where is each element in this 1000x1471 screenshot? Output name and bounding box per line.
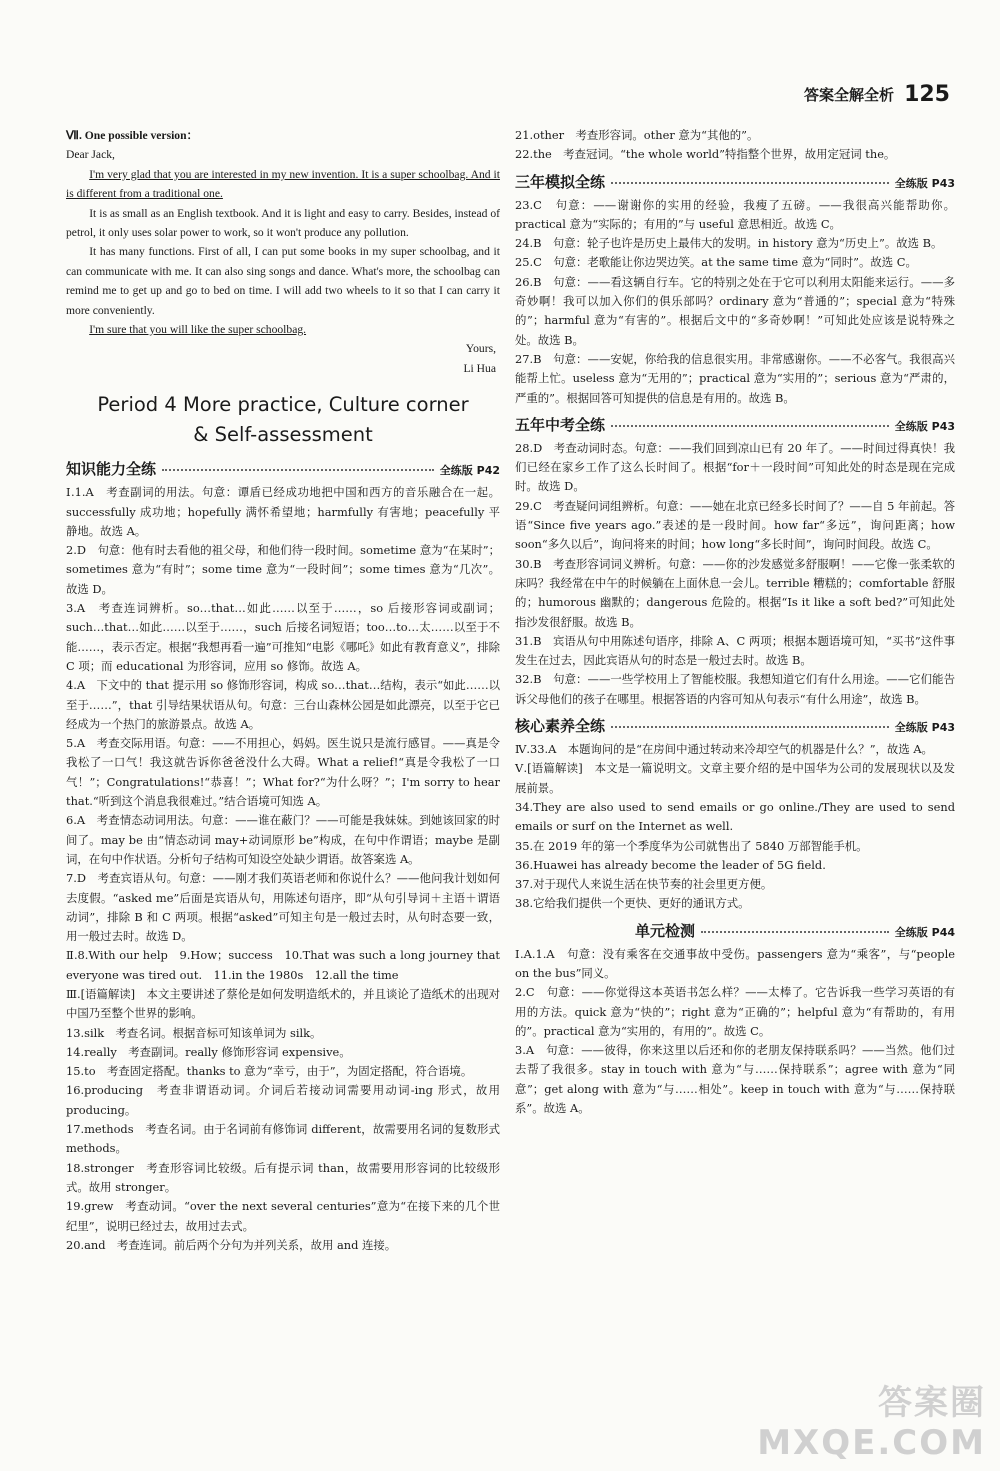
answer-item: Ⅰ.A.1.A 句意：没有乘客在交通事故中受伤。passengers 意为“乘客”，与“people on the bus”同义。	[515, 946, 955, 980]
answer-item: 30.B 考查形容词词义辨析。句意：——你的沙发感觉多舒服啊！——它像一张柔软的床吗？我经常在中午的时候躺在上面休息一会儿。terrible 糟糕的；comfortable 舒服的；humorous 幽默的；dangerous 危险的。根据“Is it like a soft bed?”可知此处指沙发很舒服。故选 B。	[515, 556, 955, 629]
answer-item: 24.B 句意：轮子也许是历史上最伟大的发明。in history 意为“历史上”。故选 B。	[515, 236, 943, 251]
answer-item: 20.and 考查连词。前后两个分句为并列关系，故用 and 连接。	[66, 1237, 397, 1252]
answer-item: 32.B 句意：——一些学校用上了智能校服。我想知道它们有什么用途。——它们能告诉父母他们的孩子在哪里。根据答语的内容可知从句表示“有什么用途”，故选 B。	[515, 672, 955, 706]
answer-item: 31.B 宾语从句中用陈述句语序，排除 A、C 两项；根据本题语境可知，“买书”这件事发生在过去，因此宾语从句的时态是一般过去时。故选 B。	[515, 633, 955, 668]
period-title-line-2: & Self-assessment	[193, 423, 373, 447]
answer-item: 18.stronger 考查形容词比较级。后有提示词 than，故需要用形容词的比较级形式。故用 stronger。	[66, 1160, 500, 1194]
answer-item: 35.在 2019 年的第一个季度华为公司就售出了 5840 万部智能手机。	[515, 838, 868, 853]
answer-item: 27.B 句意：——安妮，你给我的信息很实用。非常感谢你。——不必客气。我很高兴能帮上忙。useless 意为“无用的”；practical 意为“实用的”；serious 意为“严肃的，严重的”。根据回答可知提供的信息是有用的。故选 B。	[515, 351, 955, 405]
letter-paragraph: It is as small as an English textbook. And it is light and easy to carry. Besides, instead of petrol, it only uses solar power to work, so it won't produce any pollution.	[66, 206, 500, 240]
watermark-url: MXQE.COM	[757, 1423, 986, 1463]
answer-item: 22.the 考查冠词。“the whole world”特指整个世界，故用定冠词 the。	[515, 147, 896, 162]
section-header	[515, 414, 955, 435]
answer-item: 7.D 考查宾语从句。句意：——刚才我们英语老师和你说什么？——他问我计划如何去度假。“asked me”后面是宾语从句，用陈述句语序，即“从句引导词＋主语＋谓语动词”，排除 B 和 C 两项。根据“asked”可知主句是一般过去时，从句时态要一致，用一般过去时。故选 D。	[66, 871, 500, 944]
answer-item: 2.C 句意：——你觉得这本英语书怎么样？——太棒了。它告诉我一些学习英语的有用的方法。quick 意为“快的”；right 意为“正确的”；helpful 意为“有帮助的，有用的”。practical 意为“实用的，有用的”。故选 C。	[515, 985, 955, 1038]
section-title: 五年中考全练	[515, 415, 606, 434]
answer-item: 3.A 考查连词辨析。so…that…如此……以至于……，so 后接形容词或副词；such…that…如此……以至于……，such 后接名词短语；too…to…太……以至于不能……，表示否定。根据“我想再看一遍”可推知“电影《哪吒》如此有教育意义”，排除 C 项；而 educational 为形容词，应用 so 修饰。故选 A。	[66, 601, 500, 673]
answer-item: 5.A 考查交际用语。句意：——不用担心，妈妈。医生说只是流行感冒。——真是令我松了一口气！我这就告诉你爸爸没什么大碍。What a relief!“真是令我松了一口气！”；Congratulations!“恭喜！”；What for?“为什么呀？”；I'm sorry to hear that.“听到这个消息我很难过。”结合语境可知选 A。	[66, 736, 500, 809]
section-header	[66, 458, 500, 479]
watermark-text: 答案圈	[878, 1383, 986, 1423]
answer-item: 26.B 句意：——看这辆自行车。它的特别之处在于它可以利用太阳能来运行。——多奇妙啊！我可以加入你们的俱乐部吗？ordinary 意为“普通的”；special 意为“特殊的”；harmful 意为“有害的”。根据后文中的“多奇妙啊！”可知此处应该是说特殊之处。故选 B。	[515, 274, 955, 347]
letter-paragraph: I'm very glad that you are interested in my new invention. It is a super schoolbag. And it is different from a traditional one.	[66, 167, 500, 201]
answer-item: Ⅳ.33.A 本题询问的是“在房间中通过转动来冷却空气的机器是什么？”，故选 A。	[515, 742, 933, 757]
section-leader	[162, 469, 434, 471]
answer-item: 23.C 句意：——谢谢你的实用的经验，我瘦了五磅。——我很高兴能帮助你。practical 意为“实际的；有用的”与 useful 意思相近。故选 C。	[515, 197, 955, 231]
section-title: 单元检测	[635, 921, 696, 940]
right-column	[515, 126, 955, 1118]
answer-item: 29.C 考查疑问词组辨析。句意：——她在北京已经多长时间了？——自 5 年前起。答语“Since five years ago.”表述的是一段时间。how far“多远”，询问距离；how soon“多久以后”，询问将来的时间；how long“多长时间”，询问时间段。故选 C。	[515, 498, 955, 552]
answer-item: 25.C 句意：老歌能让你边哭边笑。at the same time 意为“同时”。故选 C。	[515, 255, 917, 270]
answer-item: Ⅰ.1.A 考查副词的用法。句意：谭盾已经成功地把中国和西方的音乐融合在一起。successfully 成功地；hopefully 满怀希望地；harmfully 有害地；peacefully 平静地。故选 A。	[66, 485, 500, 538]
period-heading	[66, 390, 500, 450]
section-reference: 全练版 P44	[894, 925, 955, 939]
section-header	[635, 920, 955, 941]
left-column	[66, 126, 500, 1255]
section-header	[515, 715, 955, 736]
letter-closing: Yours,	[465, 342, 496, 356]
writing-heading: Ⅶ. One possible version：	[66, 129, 199, 142]
answer-item: 3.A 句意：——彼得，你来这里以后还和你的老朋友保持联系吗？——当然。他们过去帮了我很多。stay in touch with 意为“与……保持联系”；agree with 意为“同意”；get along with 意为“与……相处”。keep in touch with 意为“与……保持联系”。故选 A。	[515, 1043, 955, 1116]
answer-item: 17.methods 考查名词。由于名词前有修饰词 different，故需要用名词的复数形式 methods。	[66, 1122, 500, 1156]
answer-item: 38.它给我们提供一个更快、更好的通讯方式。	[515, 896, 750, 911]
section-reference: 全练版 P42	[439, 464, 500, 478]
section-leader	[611, 425, 889, 427]
section-reference: 全练版 P43	[894, 419, 955, 433]
section-title: 核心素养全练	[515, 717, 606, 736]
section-leader	[611, 726, 889, 728]
watermark	[757, 1383, 986, 1463]
answer-item: 16.producing 考查非谓语动词。介词后若接动词需要用动词-ing 形式，故用 producing。	[66, 1083, 500, 1117]
section-header	[515, 171, 955, 192]
section-title: 三年模拟全练	[515, 172, 606, 191]
letter-paragraph: It has many functions. First of all, I can put some books in my super schoolbag, and it can communicate with me. It can also sing songs and dance. What's more, the schoolbag can remind me to get up and go to bed on time. I will add two wheels to it so that I can carry it more conveniently.	[66, 245, 500, 317]
answer-item: 37.对于现代人来说生活在快节奏的社会里更方便。	[515, 877, 773, 892]
answer-item: Ⅱ.8.With our help 9.How；success 10.That was such a long journey that everyone was tired out. 11.in the 1980s 12.all the time	[66, 948, 500, 982]
answer-item: 15.to 考查固定搭配。thanks to 意为“幸亏，由于”，为固定搭配，符合语境。	[66, 1064, 473, 1079]
answer-item: 13.silk 考查名词。根据音标可知该单词为 silk。	[66, 1025, 322, 1040]
answer-item: 6.A 考查情态动词用法。句意：——谁在蔽门？——可能是我妹妹。到她该回家的时间了。may be 由“情态动词 may+动词原形 be”构成，在句中作谓语；maybe 是副词，在句中作状语。分析句子结构可知设空处缺少谓语。故答案选 A。	[66, 813, 500, 866]
answer-item: 36.Huawei has already become the leader of 5G field.	[515, 857, 826, 872]
period-title-line-1: Period 4 More practice, Culture corner	[97, 393, 469, 417]
section-title: 知识能力全练	[66, 460, 157, 479]
letter-signature: Li Hua	[463, 361, 496, 375]
section-leader	[701, 931, 889, 933]
section-leader	[611, 182, 889, 184]
header-title: 答案全解全析	[804, 86, 895, 104]
letter-greeting: Dear Jack,	[66, 148, 115, 162]
answer-item: 2.D 句意：他有时去看他的祖父母，和他们待一段时间。sometime 意为“在某时”；sometimes 意为“有时”；some time 意为“一段时间”；some times 意为“几次”。故选 D。	[66, 543, 500, 596]
answer-item: 34.They are also used to send emails or go online./They are used to send emails or surf on the Internet as well.	[515, 799, 955, 834]
answer-item: Ⅲ.[语篇解读] 本文主要讲述了蔡伦是如何发明造纸术的，并且谈论了造纸术的出现对中国乃至整个世界的影响。	[66, 987, 500, 1021]
answer-item: 19.grew 考查动词。“over the next several centuries”意为“在接下来的几个世纪里”，说明已经过去，故用过去式。	[66, 1199, 500, 1233]
writing-sample	[66, 126, 500, 378]
answer-item: 28.D 考查动词时态。句意：——我们回到凉山已有 20 年了。——时间过得真快！我们已经在家乡工作了这么长时间了。根据“for＋一段时间”可知此处的时态是现在完成时。故选 D。	[515, 440, 955, 494]
answer-item: 21.other 考查形容词。other 意为“其他的”。	[515, 128, 759, 142]
answer-item: 4.A 下文中的 that 提示用 so 修饰形容词，构成 so…that…结构，表示“如此……以至于……”，that 引导结果状语从句。句意：三台山森林公园是如此漂亮，以至于它已经成为一个热门的旅游景点。故选 A。	[66, 678, 500, 731]
answer-item: Ⅴ.[语篇解读] 本文是一篇说明文。文章主要介绍的是中国华为公司的发展现状以及发展前景。	[515, 761, 955, 795]
answer-item: 14.really 考查副词。really 修饰形容词 expensive。	[66, 1044, 351, 1059]
section-reference: 全练版 P43	[894, 721, 955, 735]
letter-paragraph: I'm sure that you will like the super schoolbag.	[89, 323, 307, 337]
section-reference: 全练版 P43	[894, 176, 955, 190]
page-number: 125	[904, 82, 950, 107]
page-header	[804, 82, 950, 107]
